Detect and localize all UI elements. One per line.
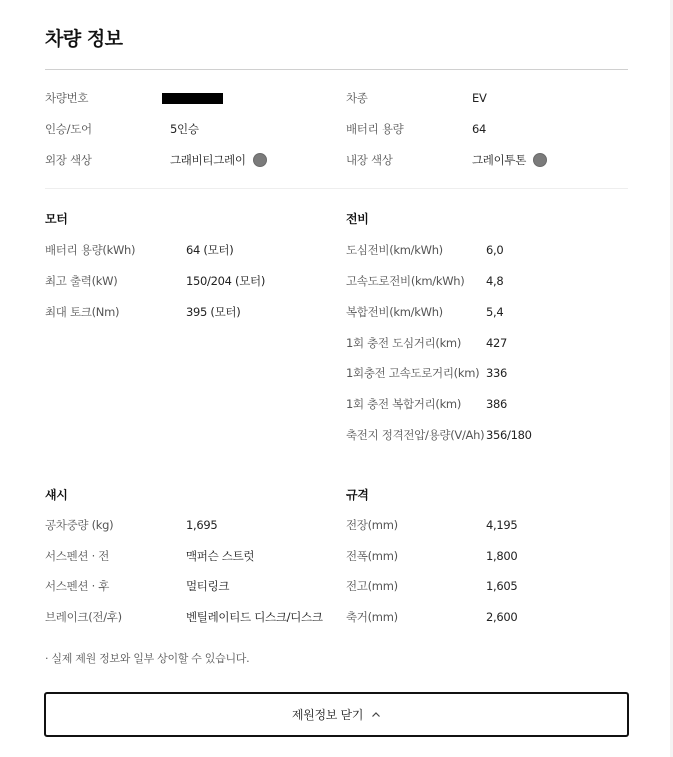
efficiency-row-label [346,333,461,353]
motor-row-label [45,240,135,260]
efficiency-row-value [486,333,507,353]
spec-label: 최고 출력(kW) [45,274,118,288]
exterior-color-name: 그래비티그레이 [170,153,246,167]
spec-label: 축전지 정격전압/용량(V/Ah) [346,428,485,442]
redacted-plate-number [162,93,223,104]
spec-label: 도심전비(km/kWh) [346,243,443,257]
spec-label: 브레이크(전/후) [45,610,122,624]
chassis-row-label [45,515,113,535]
spec-value: 386 [486,397,508,411]
info-row-seats-value [170,119,199,139]
info-row-battery-value [472,119,486,139]
exterior-value [170,152,267,168]
efficiency-row-value [486,271,503,291]
spec-label: 서스펜션 · 전 [45,549,110,563]
motor-section-title: 모터 [45,212,68,226]
spec-label: 전장(mm) [346,518,398,532]
info-row-interior-value [472,150,547,170]
plate-label: 차량번호 [45,91,89,105]
info-row-exterior-label [45,150,92,170]
dimensions-section-title: 규격 [346,488,369,502]
motor-row-value [186,240,233,260]
dimensions-row-label [346,576,398,596]
interior-color-swatch [533,153,547,167]
title-divider [45,69,628,70]
spec-label: 전고(mm) [346,579,398,593]
spec-value: 336 [486,366,508,380]
efficiency-row-label [346,363,479,383]
efficiency-row-label [346,425,484,445]
spec-label: 고속도로전비(km/kWh) [346,274,465,288]
spec-label: 축거(mm) [346,610,398,624]
spec-value: 356/180 [486,428,532,442]
spec-value: 4,195 [486,518,518,532]
spec-value: 벤틸레이티드 디스크/디스크 [186,610,323,624]
plate-value [162,88,223,108]
page-title: 차량 정보 [45,28,123,50]
efficiency-row-label [346,302,443,322]
spec-value: 맥퍼슨 스트럿 [186,549,255,563]
spec-label: 배터리 용량(kWh) [45,243,136,257]
dimensions-row-label [346,607,398,627]
exterior-color-swatch [253,153,267,167]
spec-label: 서스펜션 · 후 [45,579,110,593]
spec-value: 5,4 [486,305,504,319]
info-row-type-label [346,88,368,108]
disclaimer-note: · 실제 제원 정보와 일부 상이할 수 있습니다. [45,652,250,665]
spec-value: 1,605 [486,579,518,593]
section-divider [45,188,628,189]
spec-label: 최대 토크(Nm) [45,305,120,319]
efficiency-row-value [486,302,503,322]
efficiency-row-label [346,240,443,260]
seats-label: 인승/도어 [45,122,92,136]
efficiency-row-label [346,394,461,414]
efficiency-row-label [346,271,464,291]
dimensions-row-value [486,546,517,566]
info-row-type-value [472,88,487,108]
interior-label: 내장 색상 [346,153,393,167]
close-specs-button[interactable] [44,692,629,737]
efficiency-row-value [486,240,503,260]
dimensions-row-label [346,515,398,535]
info-row-exterior-value [170,150,267,170]
chassis-row-value [186,515,217,535]
spec-value: 1,800 [486,549,518,563]
spec-value: 150/204 (모터) [186,274,266,288]
motor-row-value [186,271,265,291]
dimensions-row-value [486,607,517,627]
dimensions-row-value [486,515,517,535]
spec-label: 전폭(mm) [346,549,398,563]
spec-label: 복합전비(km/kWh) [346,305,443,319]
chassis-row-label [45,546,109,566]
chassis-row-value [186,576,229,596]
chassis-row-value [186,546,254,566]
motor-row-label [45,302,119,322]
spec-label: 1회충전 고속도로거리(km) [346,366,480,380]
info-row-interior-label [346,150,393,170]
interior-color-name: 그레이투톤 [472,153,527,167]
battery-label: 배터리 용량 [346,122,404,136]
dimensions-row-value [486,576,517,596]
spec-value: 1,695 [186,518,218,532]
efficiency-section-title: 전비 [346,212,369,226]
spec-label: 1회 충전 도심거리(km) [346,336,462,350]
type-label: 차종 [346,91,368,105]
battery-value: 64 [472,122,487,136]
chassis-row-label [45,607,122,627]
type-value: EV [472,91,487,105]
spec-value: 395 (모터) [186,305,241,319]
spec-value: 4,8 [486,274,504,288]
efficiency-row-value [486,363,507,383]
chevron-up-icon [371,710,381,720]
spec-label: 공차중량 (kg) [45,518,114,532]
interior-value [472,152,547,168]
spec-value: 6,0 [486,243,504,257]
close-specs-label: 제원정보 닫기 [291,708,364,722]
chassis-row-label [45,576,109,596]
motor-row-value [186,302,240,322]
motor-row-label [45,271,117,291]
efficiency-row-value [486,394,507,414]
spec-value: 427 [486,336,508,350]
exterior-label: 외장 색상 [45,153,92,167]
info-row-seats-label [45,119,92,139]
info-row-plate [45,88,88,108]
spec-value: 멀티링크 [186,579,230,593]
chassis-section-title: 섀시 [45,488,68,502]
spec-value: 64 (모터) [186,243,234,257]
efficiency-row-value [486,425,532,445]
seats-value: 5인승 [170,122,199,136]
spec-value: 2,600 [486,610,518,624]
chassis-row-value [186,607,323,627]
dimensions-row-label [346,546,398,566]
spec-label: 1회 충전 복합거리(km) [346,397,462,411]
info-row-battery-label [346,119,403,139]
